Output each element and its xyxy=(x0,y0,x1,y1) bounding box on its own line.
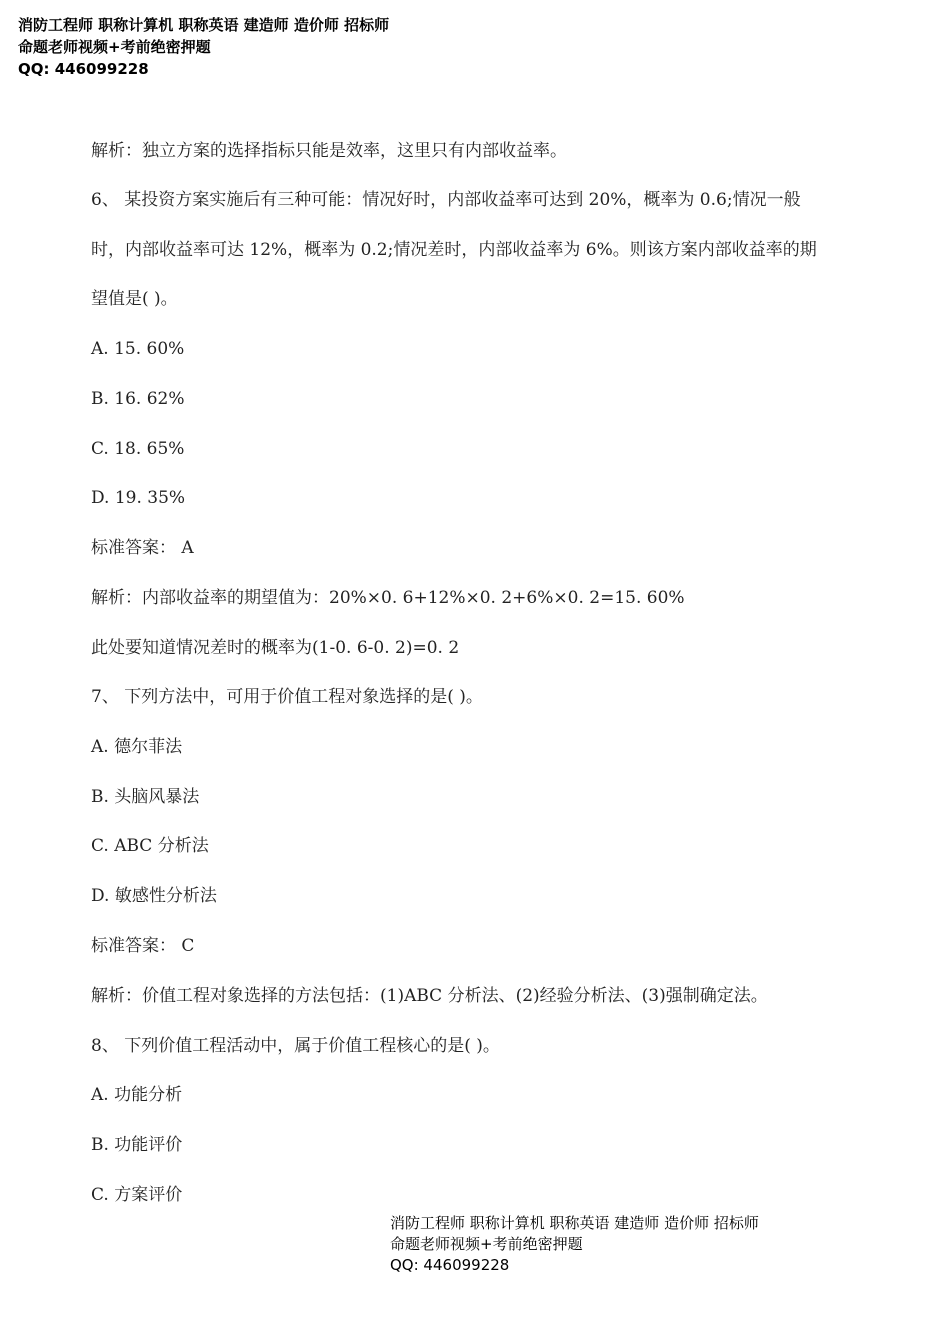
q8-option-a: A. 功能分析 xyxy=(91,1085,183,1105)
page-footer xyxy=(390,1213,759,1276)
q6-option-c: C. 18. 65% xyxy=(91,439,185,459)
footer-qq: QQ: 446099228 xyxy=(390,1256,510,1274)
q6-stem-line1: 6、 某投资方案实施后有三种可能：情况好时，内部收益率可达到 20%，概率为 0.6;情况一般 xyxy=(91,190,801,210)
q6-option-d: D. 19. 35% xyxy=(91,488,186,508)
q7-analysis: 解析：价值工程对象选择的方法包括：(1)ABC 分析法、(2)经验分析法、(3)强制确定法。 xyxy=(91,986,768,1006)
q6-analysis-2: 此处要知道情况差时的概率为(1-0. 6-0. 2)=0. 2 xyxy=(91,638,460,658)
q7-option-b: B. 头脑风暴法 xyxy=(91,787,200,807)
footer-exam-list: 消防工程师 职称计算机 职称英语 建造师 造价师 招标师 xyxy=(390,1214,759,1232)
q7-option-c: C. ABC 分析法 xyxy=(91,836,209,856)
q7-option-a: A. 德尔菲法 xyxy=(91,737,183,757)
q6-option-b: B. 16. 62% xyxy=(91,389,185,409)
q8-option-b: B. 功能评价 xyxy=(91,1135,183,1155)
footer-promo: 命题老师视频+考前绝密押题 xyxy=(390,1235,583,1253)
q5-analysis: 解析：独立方案的选择指标只能是效率，这里只有内部收益率。 xyxy=(91,141,567,161)
page-header xyxy=(18,14,389,80)
q7-option-d: D. 敏感性分析法 xyxy=(91,886,217,906)
q7-stem: 7、 下列方法中，可用于价值工程对象选择的是( )。 xyxy=(91,687,483,707)
header-qq: QQ: 446099228 xyxy=(18,60,149,78)
q8-stem: 8、 下列价值工程活动中，属于价值工程核心的是( )。 xyxy=(91,1036,500,1056)
header-promo: 命题老师视频+考前绝密押题 xyxy=(18,38,211,56)
q8-option-c: C. 方案评价 xyxy=(91,1185,183,1205)
q6-answer: 标准答案： A xyxy=(91,538,194,558)
q6-stem-line3: 望值是( )。 xyxy=(91,289,178,309)
q6-stem-line2: 时，内部收益率可达 12%，概率为 0.2;情况差时，内部收益率为 6%。则该方案内部收益率的期 xyxy=(91,240,817,260)
header-exam-list: 消防工程师 职称计算机 职称英语 建造师 造价师 招标师 xyxy=(18,16,390,34)
q7-answer: 标准答案： C xyxy=(91,936,195,956)
q6-option-a: A. 15. 60% xyxy=(91,339,185,359)
q6-analysis-1: 解析：内部收益率的期望值为：20%×0. 6+12%×0. 2+6%×0. 2=15. 60% xyxy=(91,588,685,608)
